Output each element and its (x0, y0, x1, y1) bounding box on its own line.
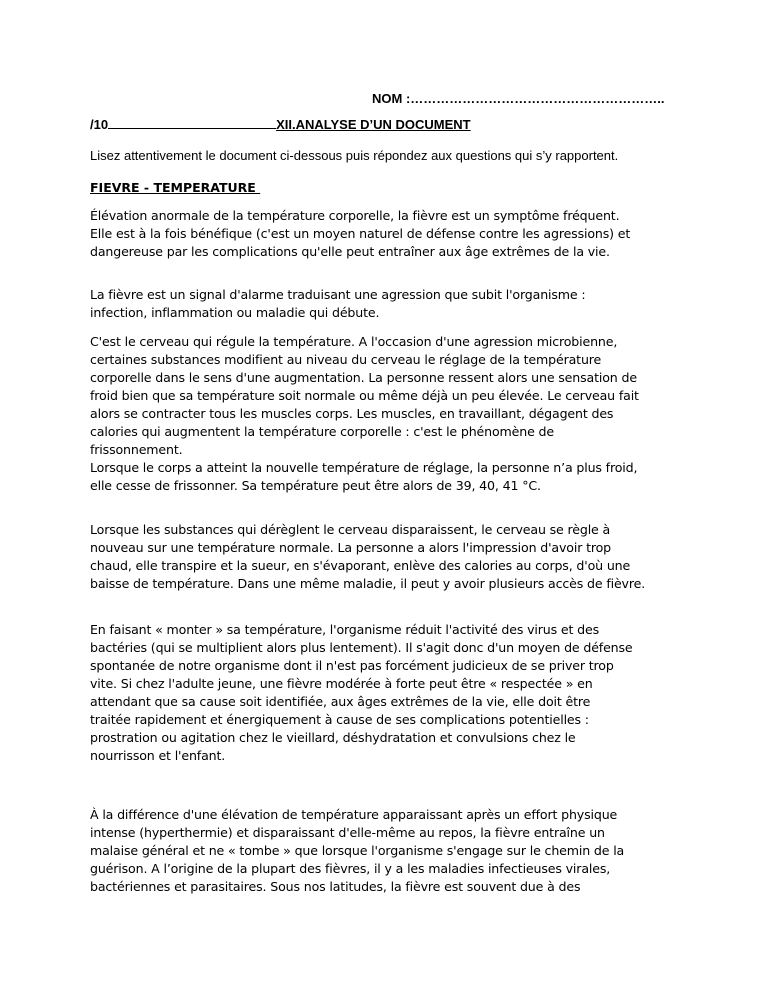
text-line: Élévation anormale de la température corporelle, la fièvre est un symptôme fréquent. (90, 208, 620, 223)
text-line: dangereuse par les complications qu'elle peut entraîner aux âge extrêmes de la vie. (90, 244, 610, 259)
text-line: Lorsque les substances qui dérèglent le cerveau disparaissent, le cerveau se règle à (90, 522, 611, 537)
text-line: frissonnement. (90, 442, 183, 457)
text-line: Elle est à la fois bénéfique (c'est un moyen naturel de défense contre les agressions) et (90, 226, 631, 241)
text-line: corporelle dans le sens d'une augmentation. La personne ressent alors une sensation de (90, 370, 637, 385)
paragraph-1 (90, 207, 710, 261)
text-line: Lorsque le corps a atteint la nouvelle température de réglage, la personne n’a plus froid, (90, 460, 638, 475)
text-line: malaise général et ne « tombe » que lorsque l'organisme s'engage sur le chemin de la (90, 843, 625, 858)
text-line: elle cesse de frissonner. Sa température peut être alors de 39, 40, 41 °C. (90, 478, 541, 493)
paragraph-3 (90, 333, 710, 495)
exercise-header (90, 116, 510, 132)
text-line: infection, inflammation ou maladie qui débute. (90, 305, 380, 320)
text-line: spontanée de notre organisme dont il n'est pas forcément judicieux de se priver trop (90, 658, 614, 673)
text-line: C'est le cerveau qui régule la température. A l'occasion d'une agression microbienne, (90, 334, 618, 349)
paragraph-5 (90, 621, 710, 765)
text-line: bactéries (qui se multiplient alors plus lentement). Il s'agit donc d'un moyen de défense (90, 640, 633, 655)
text-line: intense (hyperthermie) et disparaissant d'elle-même au repos, la fièvre entraîne un (90, 825, 605, 840)
text-line: froid bien que sa température soit normale ou même déjà un peu élevée. Le cerveau fait (90, 388, 639, 403)
text-line: attendant que sa cause soit identifiée, aux âges extrêmes de la vie, elle doit être (90, 694, 591, 709)
text-line: nouveau sur une température normale. La personne a alors l'impression d'avoir trop (90, 540, 612, 555)
text-line: baisse de température. Dans une même maladie, il peut y avoir plusieurs accès de fièvre. (90, 576, 646, 591)
text-line: traitée rapidement et énergiquement à cause de ses complications potentielles : (90, 712, 589, 727)
text-line: En faisant « monter » sa température, l'organisme réduit l'activité des virus et des (90, 622, 599, 637)
text-line: chaud, elle transpire et la sueur, en s'évaporant, enlève des calories au corps, d'où une (90, 558, 631, 573)
document-title: FIEVRE - TEMPERATURE (90, 180, 261, 195)
text-line: prostration ou agitation chez le vieillard, déshydratation et convulsions chez le (90, 730, 576, 745)
text-line: alors se contracter tous les muscles corps. Les muscles, en travaillant, dégagent des (90, 406, 614, 421)
name-field-label: NOM :………………………………………………….. (372, 91, 665, 106)
exercise-title: XII.ANALYSE D’UN DOCUMENT (276, 117, 471, 132)
paragraph-4 (90, 521, 710, 593)
paragraph-2 (90, 286, 710, 322)
instructions-text: Lisez attentivement le document ci-dessous puis répondez aux questions qui s’y rapportent. (90, 148, 619, 163)
text-line: guérison. A l’origine de la plupart des fièvres, il y a les maladies infectieuses virales, (90, 861, 611, 876)
text-line: À la différence d'une élévation de température apparaissant après un effort physique (90, 807, 618, 822)
text-line: certaines substances modifient au niveau du cerveau le réglage de la température (90, 352, 602, 367)
text-line: nourrisson et l'enfant. (90, 748, 226, 763)
score-underline (108, 116, 276, 129)
text-line: calories qui augmentent la température corporelle : c'est le phénomène de (90, 424, 554, 439)
text-line: bactériennes et parasitaires. Sous nos latitudes, la fièvre est souvent due à des (90, 879, 581, 894)
paragraph-6 (90, 806, 710, 896)
text-line: La fièvre est un signal d'alarme traduisant une agression que subit l'organisme : (90, 287, 586, 302)
text-line: vite. Si chez l'adulte jeune, une fièvre modérée à forte peut être « respectée » en (90, 676, 593, 691)
score-label: /10 (90, 117, 109, 132)
